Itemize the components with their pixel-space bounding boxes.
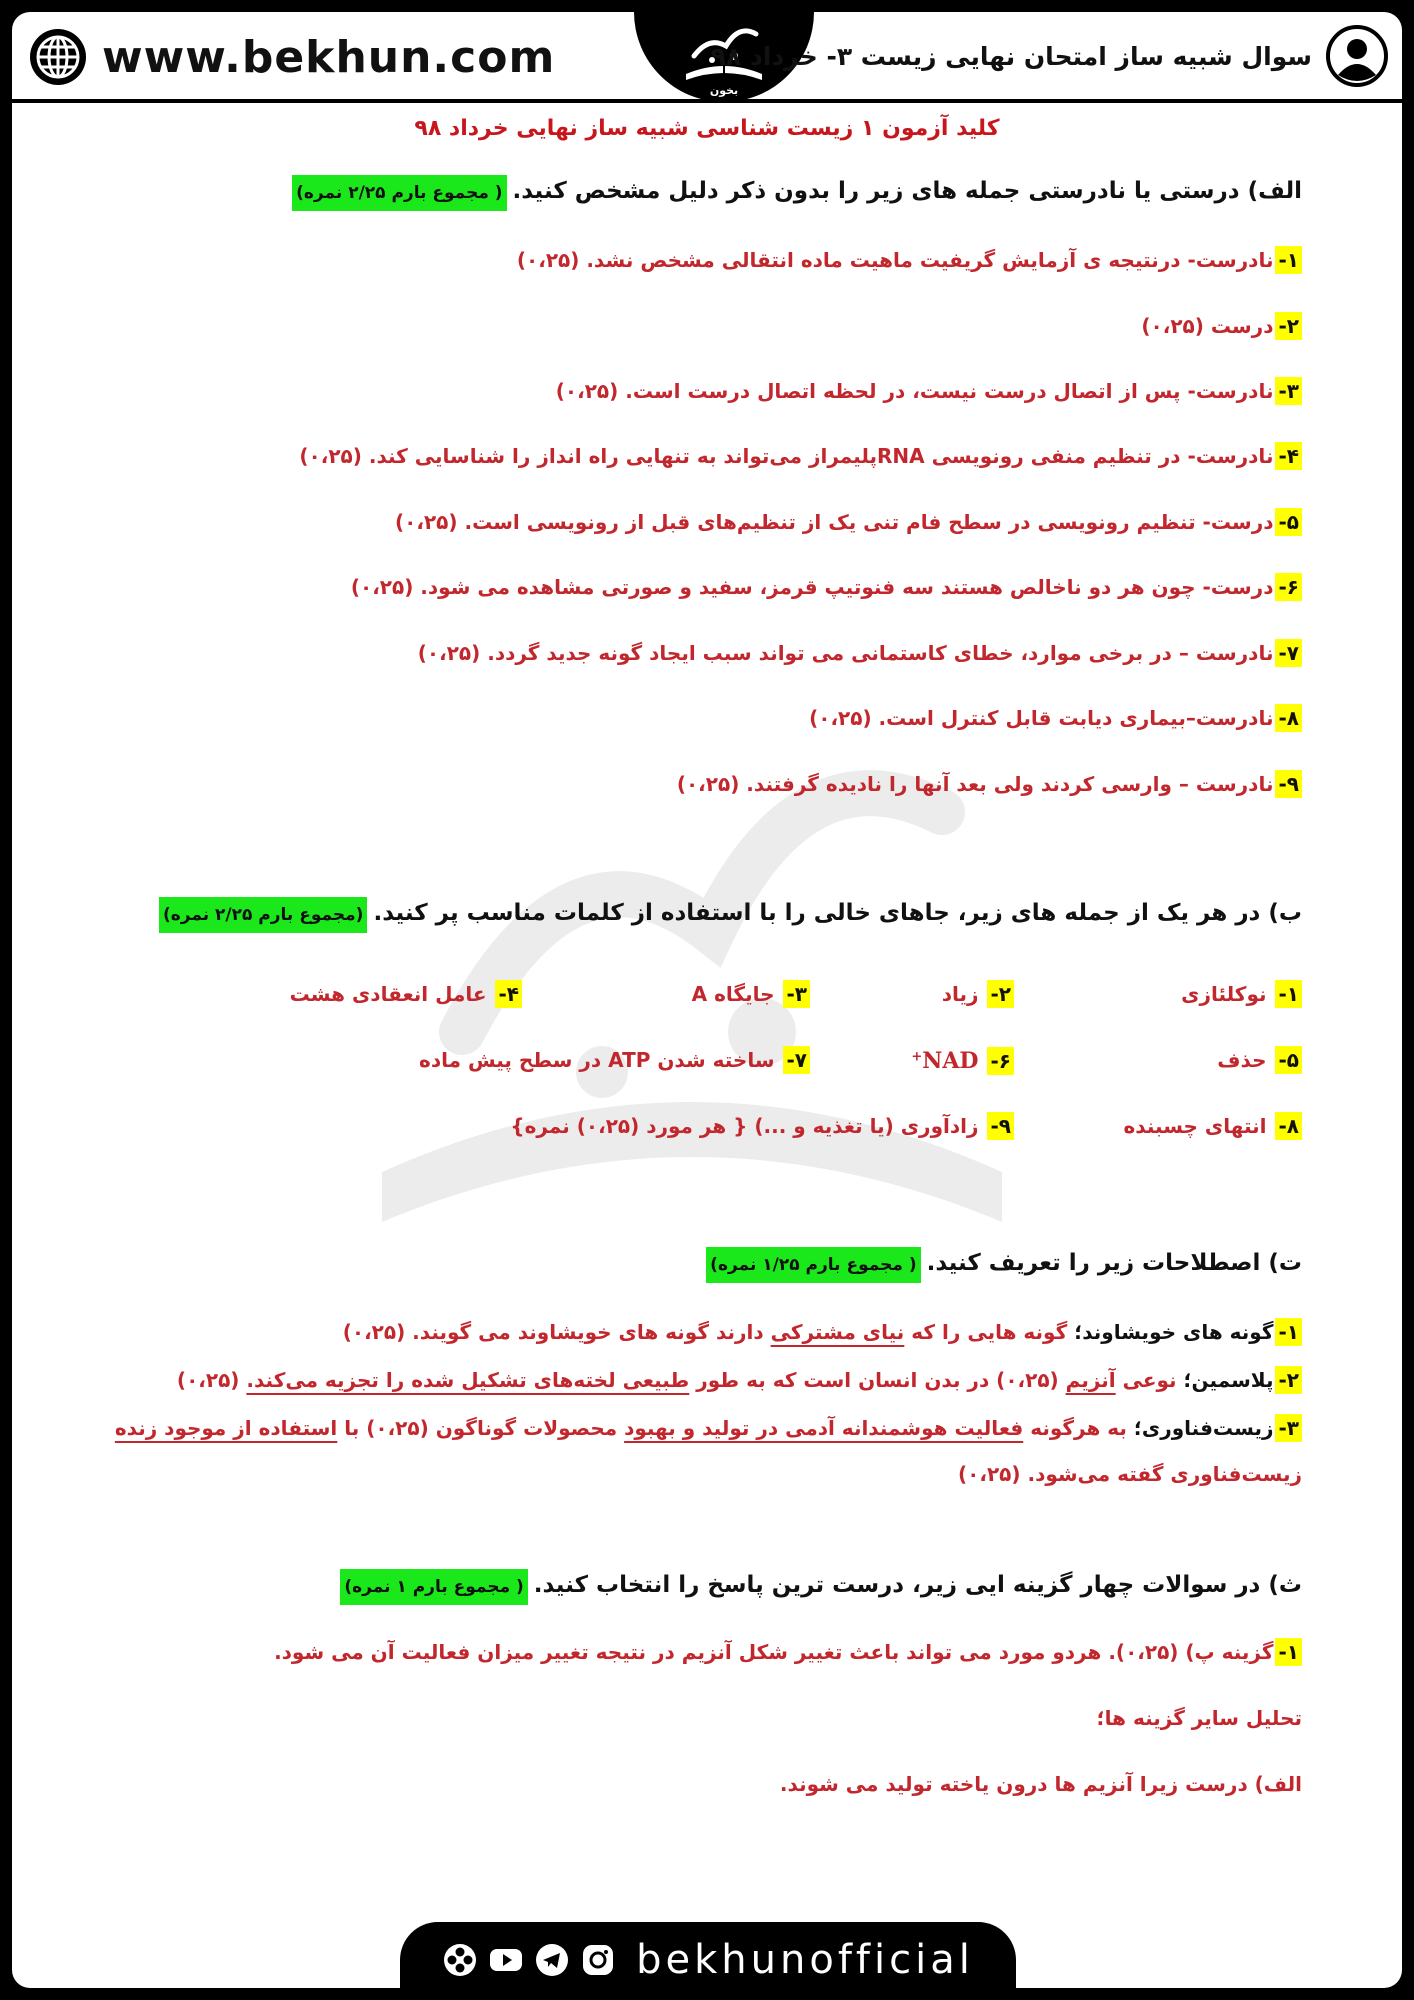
section-s-heading bbox=[340, 1572, 1302, 1598]
item-text: انتهای چسبنده bbox=[1123, 1114, 1267, 1138]
section-s-heading-text: ث) در سوالات چهار گزینه ایی زیر، درست ترین پاسخ را انتخاب کنید. bbox=[533, 1572, 1302, 1598]
section-a-heading bbox=[292, 178, 1302, 204]
section-b-item-3 bbox=[692, 982, 810, 1006]
answer-key-title: کلید آزمون ۱ زیست شناسی شبیه ساز نهایی خرداد ۹۸ bbox=[414, 116, 1000, 141]
section-a-item-9 bbox=[677, 772, 1302, 796]
term: پلاسمین؛ bbox=[1183, 1368, 1274, 1392]
social-footer bbox=[400, 1922, 1016, 1988]
item-number: ۲- bbox=[1275, 312, 1302, 340]
item-text: درست- چون هر دو ناخالص هستند سه فنوتیپ قرمز، سفید و صورتی مشاهده می شود. (۰،۲۵) bbox=[350, 575, 1274, 599]
item-number: ۷- bbox=[1275, 639, 1302, 667]
section-t-item-2 bbox=[177, 1368, 1302, 1392]
item-number: ۵- bbox=[1275, 508, 1302, 536]
item-text: زیاد bbox=[941, 982, 979, 1006]
page-sheet bbox=[12, 12, 1402, 1988]
section-t-heading bbox=[706, 1250, 1302, 1276]
item-number: ۸- bbox=[1275, 1112, 1302, 1140]
item-number: ۹- bbox=[1275, 770, 1302, 798]
section-b-heading bbox=[159, 900, 1302, 926]
item-number: ۳- bbox=[1275, 1414, 1302, 1442]
section-t-heading-text: ت) اصطلاحات زیر را تعریف کنید. bbox=[926, 1250, 1302, 1276]
definition-underlined: نیای مشترکی bbox=[770, 1320, 905, 1344]
site-url: www.bekhun.com bbox=[102, 31, 556, 83]
section-a-score-badge: ( مجموع بارم ۲/۲۵ نمره) bbox=[292, 175, 506, 211]
section-a-item-1 bbox=[517, 248, 1302, 272]
section-a-item-7 bbox=[418, 641, 1302, 665]
item-text: جایگاه A bbox=[691, 982, 775, 1006]
section-b-item-7 bbox=[419, 1048, 810, 1072]
section-a-item-4 bbox=[299, 444, 1302, 468]
item-superscript: + bbox=[911, 1049, 923, 1065]
item-text: حذف bbox=[1217, 1048, 1267, 1072]
section-a-item-2 bbox=[1141, 314, 1302, 338]
definition-underlined: طبیعی لخته‌های تشکیل شده را تجزیه می‌کند. bbox=[246, 1368, 690, 1392]
section-b-item-1 bbox=[1181, 982, 1302, 1006]
section-s-score-badge: ( مجموع بارم ۱ نمره) bbox=[340, 1569, 527, 1605]
item-number: ۴- bbox=[495, 980, 522, 1008]
definition-part: گونه های خویشاوند می گویند. (۰،۲۵) bbox=[342, 1320, 709, 1344]
section-s-analysis-heading bbox=[1097, 1706, 1302, 1730]
item-text: نادرست – وارسی کردند ولی بعد آنها را نادیده گرفتند. (۰،۲۵) bbox=[676, 772, 1274, 796]
definition-underlined: آنزیم bbox=[1065, 1368, 1116, 1392]
definition-underlined: استفاده از موجود زنده bbox=[114, 1416, 338, 1440]
section-t-score-badge: ( مجموع بارم ۱/۲۵ نمره) bbox=[706, 1247, 920, 1283]
item-number: ۶- bbox=[987, 1047, 1014, 1075]
item-number: ۱- bbox=[1275, 1638, 1302, 1666]
term: گونه های خویشاوند؛ bbox=[1074, 1320, 1274, 1344]
section-b-item-2 bbox=[942, 982, 1014, 1006]
item-number: ۳- bbox=[783, 980, 810, 1008]
header-title: سوال شبیه ساز امتحان نهایی زیست ۳- خرداد ۹۸ bbox=[710, 41, 1312, 71]
section-b-item-9 bbox=[510, 1114, 1014, 1138]
item-text: نادرست- درنتیجه ی آزمایش گریفیت ماهیت ماده انتقالی مشخص نشد. (۰،۲۵) bbox=[516, 248, 1274, 272]
section-t-item-1 bbox=[343, 1320, 1302, 1344]
definition-part: به هرگونه bbox=[1030, 1416, 1127, 1440]
section-s-option-a bbox=[780, 1772, 1302, 1796]
item-number: ۶- bbox=[1275, 573, 1302, 601]
section-t-item-3 bbox=[115, 1416, 1302, 1440]
item-text: گزینه پ) (۰،۲۵). هردو مورد می تواند باعث تغییر شکل آنزیم در نتیجه تغییر میزان فعالیت آن می شود. bbox=[274, 1640, 1274, 1664]
item-number: ۱- bbox=[1275, 980, 1302, 1008]
item-text: نادرست–بیماری دیابت قابل کنترل است. (۰،۲۵) bbox=[809, 706, 1274, 730]
item-text: نادرست- پس از اتصال درست نیست، در لحظه اتصال درست است. (۰،۲۵) bbox=[555, 379, 1274, 403]
instagram-icon[interactable] bbox=[580, 1942, 616, 1978]
section-t-item-3-continued bbox=[958, 1462, 1302, 1486]
definition-part: زیست‌فناوری گفته می‌شود. (۰،۲۵) bbox=[958, 1462, 1302, 1486]
item-text: زادآوری (یا تغذیه و ...) { هر مورد (۰،۲۵) نمره} bbox=[510, 1114, 979, 1138]
term: زیست‌فناوری؛ bbox=[1133, 1416, 1274, 1440]
item-text: ساخته شدن ATP در سطح پیش ماده bbox=[419, 1048, 775, 1072]
svg-text:بخون: بخون bbox=[709, 84, 739, 97]
definition-part: نوعی bbox=[1122, 1368, 1177, 1392]
section-b-item-8 bbox=[1124, 1114, 1303, 1138]
item-number: ۹- bbox=[987, 1112, 1014, 1140]
item-text: عامل انعقادی هشت bbox=[289, 982, 487, 1006]
item-number: ۲- bbox=[1275, 1366, 1302, 1394]
section-b-score-badge: (مجموع بارم ۲/۲۵ نمره) bbox=[159, 897, 368, 933]
telegram-icon[interactable] bbox=[534, 1942, 570, 1978]
youtube-icon[interactable] bbox=[488, 1942, 524, 1978]
item-text: نوکلئازی bbox=[1181, 982, 1267, 1006]
aparat-icon[interactable] bbox=[442, 1942, 478, 1978]
section-a-heading-text: الف) درستی یا نادرستی جمله های زیر را بدون ذکر دلیل مشخص کنید. bbox=[512, 178, 1302, 204]
item-text: نادرست – در برخی موارد، خطای کاستمانی می تواند سبب ایجاد گونه جدید گردد. (۰،۲۵) bbox=[417, 641, 1274, 665]
definition-part: (۰،۲۵) در بدن انسان است که به طور bbox=[696, 1368, 1059, 1392]
section-a-item-8 bbox=[809, 706, 1302, 730]
item-text: درست- تنظیم رونویسی در سطح فام تنی یک از تنظیم‌های قبل از رونویسی است. (۰،۲۵) bbox=[395, 510, 1274, 534]
option-text: الف) درست زیرا آنزیم ها درون یاخته تولید می شوند. bbox=[779, 1772, 1302, 1796]
section-a-item-5 bbox=[395, 510, 1302, 534]
item-text: نادرست- در تنظیم منفی رونویسی RNAپلیمراز می‌تواند به تنهایی راه انداز را شناسایی کند. (۰،۲۵) bbox=[299, 444, 1274, 468]
definition-part: (۰،۲۵) bbox=[176, 1368, 240, 1392]
item-number: ۲- bbox=[987, 980, 1014, 1008]
definition-underlined: فعالیت هوشمندانه آدمی در تولید و بهبود bbox=[624, 1416, 1024, 1440]
section-b-item-4 bbox=[290, 982, 522, 1006]
section-a-item-3 bbox=[556, 379, 1302, 403]
social-handle[interactable]: bekhunofficial bbox=[636, 1937, 974, 1983]
definition-part: دارند bbox=[715, 1320, 764, 1344]
definition-part: گونه هایی را که bbox=[911, 1320, 1068, 1344]
item-number: ۸- bbox=[1275, 704, 1302, 732]
section-b-item-6 bbox=[911, 1048, 1014, 1074]
section-s-item-1 bbox=[274, 1640, 1302, 1664]
item-number: ۴- bbox=[1275, 442, 1302, 470]
item-text: NAD bbox=[922, 1048, 979, 1074]
item-text: درست (۰،۲۵) bbox=[1141, 314, 1274, 338]
item-number: ۳- bbox=[1275, 377, 1302, 405]
item-number: ۱- bbox=[1275, 1318, 1302, 1346]
section-b-item-5 bbox=[1217, 1048, 1302, 1072]
definition-part: محصولات گوناگون (۰،۲۵) با bbox=[344, 1416, 618, 1440]
item-number: ۱- bbox=[1275, 246, 1302, 274]
analysis-heading: تحلیل سایر گزینه ها؛ bbox=[1096, 1706, 1302, 1730]
section-b-heading-text: ب) در هر یک از جمله های زیر، جاهای خالی را با استفاده از کلمات مناسب پر کنید. bbox=[373, 900, 1302, 926]
item-number: ۷- bbox=[783, 1046, 810, 1074]
item-number: ۵- bbox=[1275, 1046, 1302, 1074]
section-a-item-6 bbox=[351, 575, 1302, 599]
